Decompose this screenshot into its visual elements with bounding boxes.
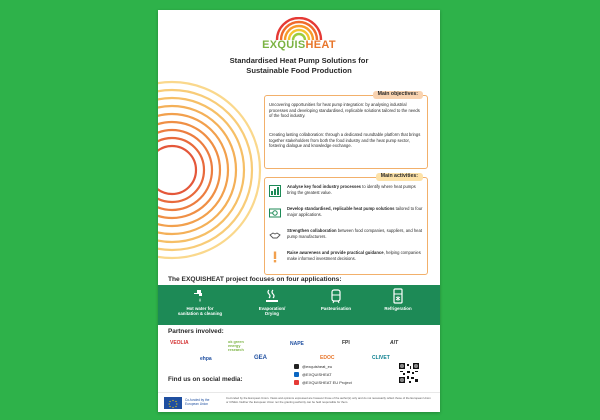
refrigeration-icon (390, 288, 406, 304)
social-linkedin-row[interactable] (294, 372, 332, 377)
app-2-line-2: Drying (265, 311, 279, 317)
objectives-heading: Main objectives: (373, 91, 423, 99)
qr-code-icon[interactable] (398, 362, 420, 384)
activities-heading: Main activities: (376, 173, 423, 181)
application-refrigeration (368, 285, 428, 325)
activity-3-text: between food companies, suppliers, and heat pump manufacturers. (287, 228, 422, 239)
heat-rainbow-icon (253, 17, 345, 41)
activity-1-bold: Analyse key food industry processes (287, 184, 362, 189)
social-handle-x: @exquisheat_eu (302, 364, 333, 369)
title-line-2: Sustainable Food Production (246, 65, 352, 75)
objective-paragraph-2: Creating lasting collaboration: through a dedicated roundtable platform that brings together stakeholders from both the food industry and the heat pump sector, fostering dialogue and knowledge exchange. (269, 132, 421, 149)
handshake-icon (269, 229, 281, 241)
exclamation-awareness-icon (269, 251, 281, 263)
title-line-1: Standardised Heat Pump Solutions for (229, 56, 369, 65)
pasteurisation-tank-icon (328, 288, 344, 304)
activity-1-text: to identify where heat pumps bring the greatest value. (287, 184, 416, 195)
activity-item (269, 228, 423, 246)
partner-logo-ehpa: ehpa (200, 356, 212, 362)
partner-logo-edoc: EDOC (320, 355, 335, 361)
application-pasteurisation (306, 285, 366, 325)
social-handle-youtube: @EXQUISHEAT EU Project (302, 380, 352, 385)
funding-footer (158, 392, 440, 412)
partner-logo-gea: GEA (254, 355, 268, 361)
partner-logo-veolia: VEOLIA (170, 340, 189, 346)
logo-wordmark: EXQUISHEAT (262, 39, 336, 51)
activity-item (269, 206, 423, 224)
activity-2-bold: Develop standardised, replicable heat pump solutions (287, 206, 395, 211)
linkedin-icon (294, 372, 299, 377)
activity-4-bold: Raise awareness and provide practical guidance (287, 250, 384, 255)
social-handle-linkedin: @EXQUISHEAT (302, 372, 332, 377)
app-4-line-1: Refrigeration (384, 306, 412, 311)
activity-4-text: , helping companies make informed investment decisions. (287, 250, 421, 261)
water-tap-icon (192, 288, 208, 304)
funding-disclaimer: Co-funded by the European Union. Views and opinions expressed are however those of the author(s) only and do not necessarily reflect those of the European Union or CINEA. Neither the European Union nor the granting authority can be held responsible for them. (226, 396, 431, 404)
partners-heading: Partners involved: (168, 328, 224, 335)
analysis-chart-icon (269, 185, 281, 197)
youtube-icon (294, 380, 299, 385)
applications-heading: The EXQUISHEAT project focuses on four applications: (168, 276, 342, 283)
activity-3-bold: Strengthen collaboration (287, 228, 337, 233)
app-1-line-1: Hot water for (186, 306, 214, 311)
social-heading: Find us on social media: (168, 376, 243, 383)
application-hot-water (170, 285, 230, 325)
social-youtube-row[interactable] (294, 380, 352, 385)
app-3-line-1: Pasteurisation (320, 306, 352, 311)
application-evaporation (242, 285, 302, 325)
partner-logo-ait: AIT (390, 340, 399, 346)
activities-box (264, 173, 428, 275)
activity-item (269, 250, 423, 268)
app-1-line-2: sanitation & cleaning (177, 311, 223, 317)
objectives-box (264, 91, 428, 169)
poster (158, 10, 440, 412)
x-icon (294, 364, 299, 369)
applications-band (158, 285, 440, 325)
partner-logo-fpi: FPI (342, 340, 350, 346)
app-2-line-1: Evaporation/ (258, 306, 286, 311)
exquisheat-logo (253, 17, 345, 57)
activity-item (269, 184, 423, 202)
activity-2-text: tailored to four major applications. (287, 206, 423, 217)
social-x-row[interactable] (294, 364, 332, 369)
partner-logo-clivet: CLIVET (372, 355, 390, 361)
partner-logo-nape: NAPE (290, 341, 304, 347)
objective-paragraph-1: Uncovering opportunities for heat pump integration: by analysing industrial processes and developing standardised, replicable solutions tailored to the needs of the food industry. (269, 102, 420, 119)
eu-cofunded-label: Co-funded by the European Union (185, 398, 210, 406)
poster-title (178, 56, 420, 75)
partner-logo-green-energy: ok green energy research (228, 340, 244, 352)
evaporation-icon (264, 288, 280, 304)
eu-flag-icon (164, 397, 182, 409)
solution-blueprint-icon (269, 207, 281, 219)
